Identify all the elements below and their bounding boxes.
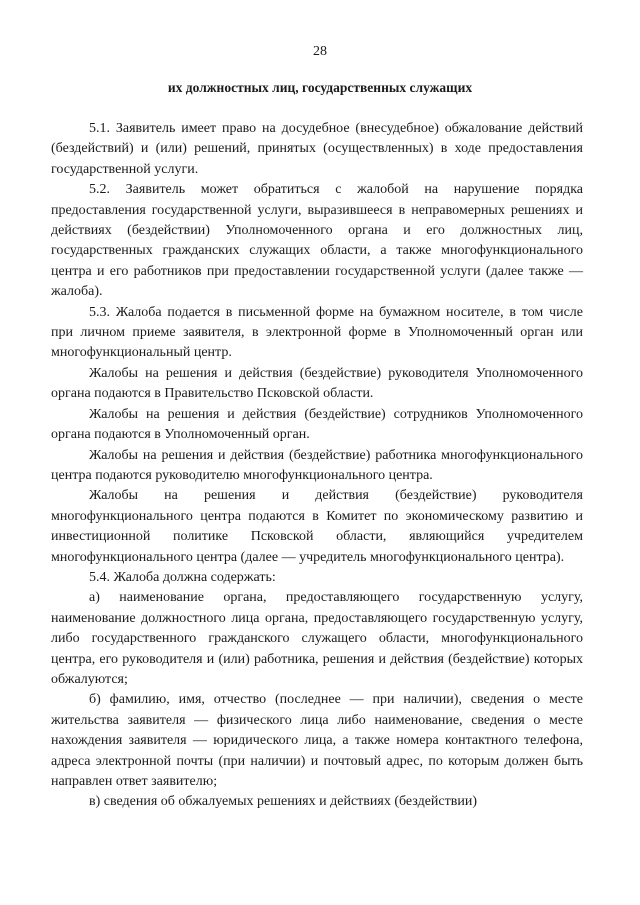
page-number: 28: [313, 44, 327, 59]
paragraph-complaint-mfc-worker: Жалобы на решения и действия (бездействие) работника многофункционального центра подаются руководителю многофункционального центра.: [51, 447, 583, 483]
list-item-v: в) сведения об обжалуемых решениях и действиях (бездействии): [89, 794, 478, 810]
document-body: [51, 119, 583, 813]
section-heading: их должностных лиц, государственных служащих: [167, 80, 473, 95]
paragraph-5-2: 5.2. Заявитель может обратиться с жалобой на нарушение порядка предоставления государственной услуги, выразившееся в неправомерных решениях и действиях (бездействии) Уполномоченного органа и его должностных лиц, государственных гражданских служащих области, а также многофункционального центра и его работников при предоставлении государственной услуги (далее также — жалоба).: [51, 182, 583, 300]
list-item-b: б) фамилию, имя, отчество (последнее — при наличии), сведения о месте жительства заявителя — физического лица либо наименование, сведения о месте нахождения заявителя — юридического лица, а также номера контактного телефона, адреса электронной почты (при наличии) и почтовый адрес, по которым должен быть направлен ответ заявителю;: [51, 692, 583, 789]
paragraph-complaint-head-authority: Жалобы на решения и действия (бездействие) руководителя Уполномоченного органа подаются в Правительство Псковской области.: [51, 365, 583, 402]
paragraph-complaint-staff-authority: Жалобы на решения и действия (бездействие) сотрудников Уполномоченного органа подаются в Уполномоченный орган.: [51, 406, 583, 443]
paragraph-5-1: 5.1. Заявитель имеет право на досудебное (внесудебное) обжалование действий (бездействий) и (или) решений, принятых (осуществленных) в ходе предоставления государственной услуги.: [51, 121, 583, 177]
list-item-a: а) наименование органа, предоставляющего государственную услугу, наименование должностного лица органа, предоставляющего государственную услугу, либо государственного гражданского служащего области, многофункционального центра, его руководителя и (или) работника, решения и действия (бездействие) которых обжалуются;: [51, 590, 583, 687]
paragraph-5-3: 5.3. Жалоба подается в письменной форме на бумажном носителе, в том числе при личном приеме заявителя, в электронной форме в Уполномоченный орган или многофункциональный центр.: [51, 304, 583, 361]
paragraph-5-4: 5.4. Жалоба должна содержать:: [89, 569, 276, 585]
paragraph-complaint-mfc-head: Жалобы на решения и действия (бездействие) руководителя многофункционального центра подаются в Комитет по экономическому развитию и инвестиционной политике Псковской области, являющийся учредителем многофункционального центра (далее — учредитель многофункционального центра).: [51, 488, 583, 565]
